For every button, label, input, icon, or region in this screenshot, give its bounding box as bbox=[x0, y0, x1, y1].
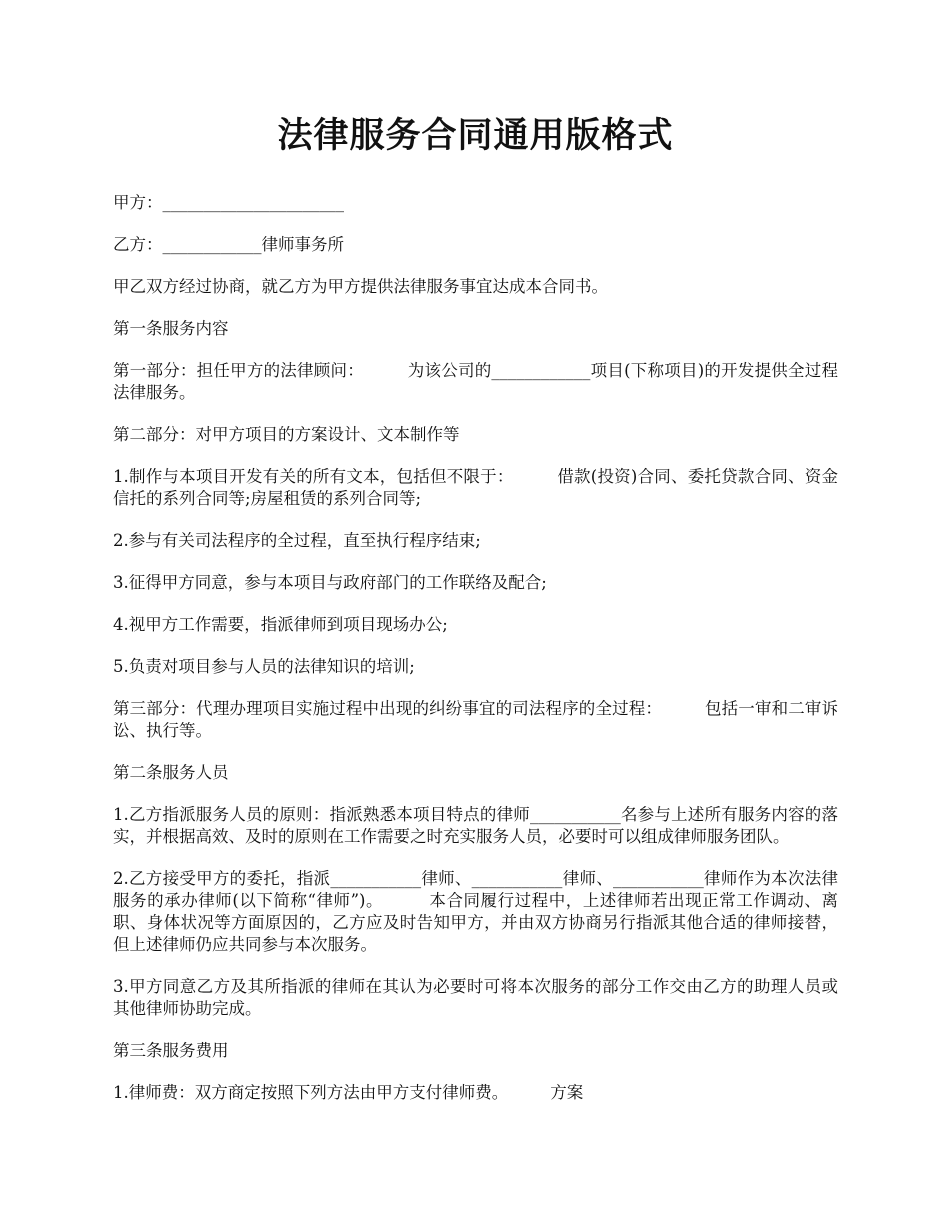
article-2-item-1: 1.乙方指派服务人员的原则：指派熟悉本项目特点的律师___________名参与上述所有服务内容的落实，并根据高效、及时的原则在工作需要之时充实服务人员，必要时可以组成律师服务团队。 bbox=[113, 805, 838, 846]
article-1-item-3: 3.征得甲方同意，参与本项目与政府部门的工作联络及配合; bbox=[113, 573, 547, 592]
article-1-item-1: 1.制作与本项目开发有关的所有文本，包括但不限于： 借款(投资)合同、委托贷款合同、资金信托的系列合同等;房屋租赁的系列合同等; bbox=[113, 467, 838, 508]
article-1-part-2: 第二部分：对甲方项目的方案设计、文本制作等 bbox=[113, 425, 460, 444]
party-b-line: 乙方：____________律师事务所 bbox=[113, 235, 344, 254]
article-1-heading: 第一条服务内容 bbox=[113, 319, 229, 338]
article-2-heading: 第二条服务人员 bbox=[113, 763, 229, 782]
article-3-heading: 第三条服务费用 bbox=[113, 1041, 229, 1060]
article-1-item-4: 4.视甲方工作需要，指派律师到项目现场办公; bbox=[113, 615, 448, 634]
party-a-line: 甲方：______________________ bbox=[113, 193, 344, 212]
document-title: 法律服务合同通用版格式 bbox=[277, 115, 674, 156]
article-3-item-1: 1.律师费：双方商定按照下列方法由甲方支付律师费。 方案 bbox=[113, 1083, 584, 1102]
article-1-item-2: 2.参与有关司法程序的全过程，直至执行程序结束; bbox=[113, 531, 481, 550]
article-1-item-5: 5.负责对项目参与人员的法律知识的培训; bbox=[113, 657, 415, 676]
article-2-item-2: 2.乙方接受甲方的委托，指派___________律师、___________律师、___________律师作为本次法律服务的承办律师(以下简称“律师”)。 本合同履行过程中，上述律师若出现正常工作调动、离职、身体状况等方面原因的，乙方应及时告知甲方，并由双方协商另行指派其他合适的律师接替，但上述律师仍应共同参与本次服务。 bbox=[113, 869, 838, 954]
article-1-part-3: 第三部分：代理办理项目实施过程中出现的纠纷事宜的司法程序的全过程： 包括一审和二审诉讼、执行等。 bbox=[113, 699, 838, 740]
article-1-part-1: 第一部分：担任甲方的法律顾问： 为该公司的____________项目(下称项目)的开发提供全过程法律服务。 bbox=[113, 361, 838, 402]
preamble-paragraph: 甲乙双方经过协商，就乙方为甲方提供法律服务事宜达成本合同书。 bbox=[113, 277, 608, 296]
article-2-item-3: 3.甲方同意乙方及其所指派的律师在其认为必要时可将本次服务的部分工作交由乙方的助理人员或其他律师协助完成。 bbox=[113, 977, 838, 1018]
